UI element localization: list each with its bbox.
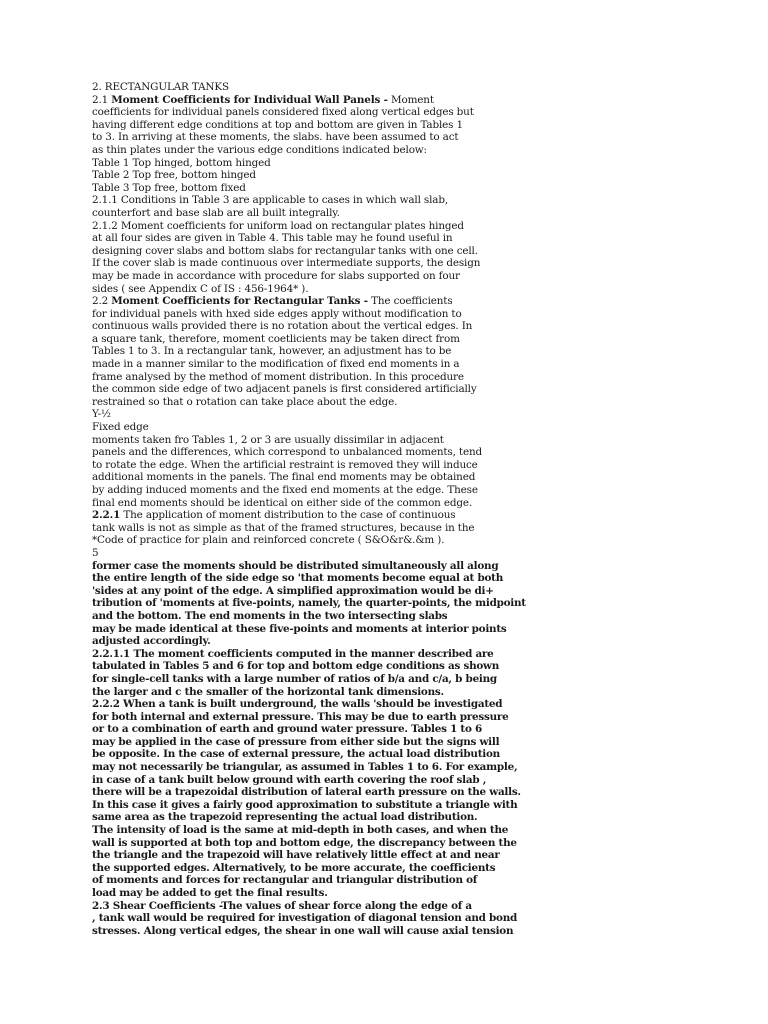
text-line: and the bottom. The end moments in the two intersecting slabs — [92, 609, 448, 622]
text-line: adjusted accordingly. — [92, 635, 211, 648]
text-line: as thin plates under the various edge conditions indicated below: — [92, 143, 427, 156]
document-page — [92, 81, 732, 937]
text-line: Tables 1 to 3. In a rectangular tank, however, an adjustment has to be — [92, 345, 452, 358]
text-line: same area as the trapezoid representing the actual load distribution. — [92, 811, 478, 824]
section-2-1-heading — [92, 94, 732, 107]
text-line: frame analysed by the method of moment distribution. In this procedure — [92, 370, 464, 383]
bold-text-block — [92, 560, 732, 938]
text-line: the larger and c the smaller of the horizontal tank dimensions. — [92, 685, 444, 698]
text-line: the entire length of the side edge so 'that moments become equal at both — [92, 572, 504, 585]
text-line: former case the moments should be distributed simultaneously all along — [92, 559, 499, 572]
text-line: by adding induced moments and the fixed end moments at the edge. These — [92, 484, 478, 496]
section-title: Moment Coefficients for Individual Wall Panels - — [111, 93, 388, 106]
paragraph-group-b — [92, 308, 732, 510]
text-line: may be made identical at these five-points and moments at interior points — [92, 622, 507, 635]
text-line: additional moments in the panels. The final end moments may be obtained — [92, 471, 476, 484]
section-heading: 2. RECTANGULAR TANKS — [92, 81, 229, 93]
text-line: of moments and forces for rectangular and triangular distribution of — [92, 874, 478, 887]
text-line: the supported edges. Alternatively, to be more accurate, the coefficients — [92, 861, 496, 874]
text-line: 2.1.1 Conditions in Table 3 are applicable to cases in which wall slab, — [92, 194, 448, 207]
text-line: load may be added to get the final results. — [92, 887, 328, 899]
section-number: 2.2.1 — [92, 509, 121, 522]
text-line: for single-cell tanks with a large number of ratios of b/a and c/a, b being — [92, 672, 497, 685]
text-line: , tank wall would be required for investigation of diagonal tension and bond — [92, 912, 518, 925]
text-line: 2.3 Shear Coefficients -The values of shear force along the edge of a — [92, 899, 472, 912]
text-line: a square tank, therefore, moment coetlicients may be taken direct from — [92, 332, 460, 345]
text-line: Fixed edge — [92, 421, 149, 434]
section-lead-text: The coefficients — [367, 295, 453, 308]
text-line: there will be a trapezoidal distribution of lateral earth pressure on the walls. — [92, 786, 521, 799]
text-line: moments taken fro Tables 1, 2 or 3 are usually dissimilar in adjacent — [92, 433, 444, 446]
text-line: counterfort and base slab are all built integrally. — [92, 206, 340, 219]
text-line: tabulated in Tables 5 and 6 for top and bottom edge conditions as shown — [92, 660, 500, 673]
text-line: stresses. Along vertical edges, the shear in one wall will cause axial tension — [92, 924, 514, 937]
text-line: The intensity of load is the same at mid-depth in both cases, and when the — [92, 824, 509, 837]
footnote-line: *Code of practice for plain and reinforced concrete ( S&O&r&.&m ). — [92, 534, 445, 547]
text-line: in case of a tank built below ground with earth covering the roof slab , — [92, 773, 487, 786]
text-line: designing cover slabs and bottom slabs for rectangular tanks with one cell. — [92, 244, 478, 257]
text-line: Y-½ — [92, 408, 111, 421]
text-line: the common side edge of two adjacent panels is first considered artificially — [92, 383, 477, 396]
text-line: or to a combination of earth and ground water pressure. Tables 1 to 6 — [92, 723, 482, 736]
text-line: Table 3 Top free, bottom fixed — [92, 181, 246, 194]
section-lead-text: The application of moment distribution to the case of continuous — [120, 509, 456, 522]
text-line: 'sides at any point of the edge. A simplified approximation would be di+ — [92, 584, 494, 597]
text-line: to rotate the edge. When the artificial restraint is removed they will induce — [92, 458, 478, 471]
text-line: be opposite. In the case of external pressure, the actual load distribution — [92, 748, 500, 761]
text-line: 2.1.2 Moment coefficients for uniform load on rectangular plates hinged — [92, 219, 464, 232]
text-line: Table 1 Top hinged, bottom hinged — [92, 156, 271, 169]
page-number: 5 — [92, 546, 99, 559]
text-line: restrained so that o rotation can take place about the edge. — [92, 395, 398, 408]
text-line: to 3. In arriving at these moments, the slabs. have been assumed to act — [92, 131, 459, 144]
text-line: sides ( see Appendix C of IS : 456-1964* ). — [92, 282, 309, 295]
section-2-2-1-heading — [92, 509, 732, 522]
text-line: may not necessarily be triangular, as assumed in Tables 1 to 6. For example, — [92, 761, 518, 774]
section-lead-text: Moment — [387, 93, 434, 106]
text-line: final end moments should be identical on either side of the common edge. — [92, 496, 473, 509]
paragraph-group-a — [92, 106, 732, 295]
text-line: for individual panels with hxed side edges apply without modification to — [92, 307, 462, 320]
text-line: If the cover slab is made continuous over intermediate supports, the design — [92, 257, 481, 270]
text-line: continuous walls provided there is no rotation about the vertical edges. In — [92, 320, 473, 333]
section-number: 2.2 — [92, 295, 112, 308]
text-line: may be applied in the case of pressure from either side but the signs will — [92, 735, 500, 748]
text-line: wall is supported at both top and bottom edge, the discrepancy between the — [92, 836, 517, 849]
text-line: 2.2.2 When a tank is built underground, the walls 'should be investigated — [92, 698, 503, 711]
text-line: the triangle and the trapezoid will have relatively little effect at and near — [92, 849, 500, 862]
text-line: for both internal and external pressure. This may be due to earth pressure — [92, 710, 509, 723]
text-line: made in a manner similar to the modification of fixed end moments in a — [92, 358, 460, 371]
text-line: tank walls is not as simple as that of the framed structures, because in the — [92, 521, 475, 534]
text-line: 2.2.1.1 The moment coefficients computed in the manner described are — [92, 647, 494, 660]
text-line: having different edge conditions at top and bottom are given in Tables 1 — [92, 118, 463, 131]
text-line: tribution of 'moments at five-points, namely, the quarter-points, the midpoint — [92, 597, 526, 610]
text-line: In this case it gives a fairly good approximation to substitute a triangle with — [92, 798, 518, 811]
text-line: panels and the differences, which correspond to unbalanced moments, tend — [92, 446, 482, 459]
section-title: Moment Coefficients for Rectangular Tanks - — [111, 295, 368, 308]
text-line: may be made in accordance with procedure for slabs supported on four — [92, 269, 460, 282]
text-line: Table 2 Top free, bottom hinged — [92, 169, 256, 182]
text-line: coefficients for individual panels considered fixed along vertical edges but — [92, 106, 474, 119]
section-number: 2.1 — [92, 93, 112, 106]
text-line: at all four sides are given in Table 4. This table may he found useful in — [92, 232, 453, 245]
paragraph-group-c — [92, 522, 732, 560]
section-2-2-heading — [92, 295, 732, 308]
